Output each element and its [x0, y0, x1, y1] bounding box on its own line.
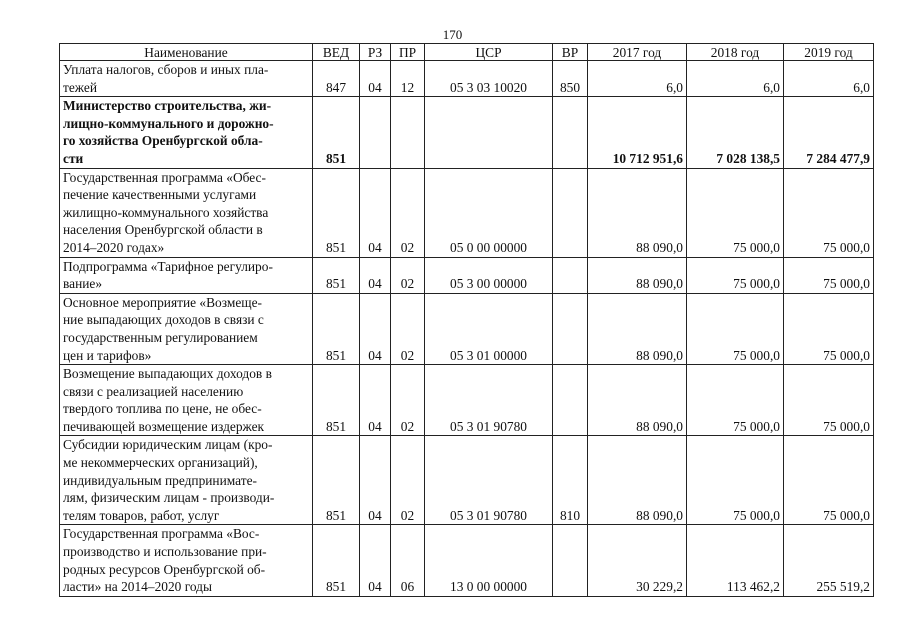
row-csr-cell: 13 0 00 00000 [425, 525, 553, 596]
row-csr-cell: 05 3 01 90780 [425, 365, 553, 436]
row-2017-cell: 88 090,0 [588, 365, 687, 436]
row-csr-cell: 05 3 00 00000 [425, 257, 553, 293]
table-header-row [60, 44, 874, 61]
table-row [60, 168, 874, 257]
table-body [60, 61, 874, 597]
table-row [60, 257, 874, 293]
row-pr-cell: 02 [391, 436, 425, 525]
row-pr-cell: 02 [391, 257, 425, 293]
row-pr-cell: 02 [391, 293, 425, 364]
row-vr-cell: 850 [553, 61, 588, 97]
row-vr-cell: 810 [553, 436, 588, 525]
row-pr-cell [391, 97, 425, 168]
header-2017: 2017 год [588, 44, 687, 61]
header-csr: ЦСР [425, 44, 553, 61]
row-csr-cell: 05 0 00 00000 [425, 168, 553, 257]
row-pr-cell: 02 [391, 365, 425, 436]
row-csr-cell [425, 97, 553, 168]
row-2019-cell: 75 000,0 [784, 293, 874, 364]
table-row [60, 293, 874, 364]
row-vr-cell [553, 168, 588, 257]
row-pr-cell: 12 [391, 61, 425, 97]
row-2017-cell: 88 090,0 [588, 436, 687, 525]
row-name-cell: Государственная программа «Обес- печение качественными услугами жилищно-коммунального хозяйства населения Оренбургской области в 2014–2020 годах» [60, 168, 313, 257]
row-ved-cell: 851 [313, 436, 360, 525]
row-2017-cell: 6,0 [588, 61, 687, 97]
row-rz-cell: 04 [360, 61, 391, 97]
row-name-cell: Уплата налогов, сборов и иных пла- тежей [60, 61, 313, 97]
row-ved-cell: 851 [313, 97, 360, 168]
budget-table [59, 43, 874, 597]
row-name-cell: Возмещение выпадающих доходов в связи с реализацией населению твердого топлива по цене, не обес- печивающей возмещение издержек [60, 365, 313, 436]
row-vr-cell [553, 97, 588, 168]
row-2019-cell: 255 519,2 [784, 525, 874, 596]
header-rz: РЗ [360, 44, 391, 61]
row-2019-cell: 75 000,0 [784, 436, 874, 525]
row-2017-cell: 88 090,0 [588, 168, 687, 257]
row-vr-cell [553, 293, 588, 364]
table-row [60, 365, 874, 436]
row-2019-cell: 75 000,0 [784, 168, 874, 257]
row-ved-cell: 851 [313, 293, 360, 364]
header-2019: 2019 год [784, 44, 874, 61]
row-vr-cell [553, 257, 588, 293]
header-ved: ВЕД [313, 44, 360, 61]
row-rz-cell: 04 [360, 168, 391, 257]
row-csr-cell: 05 3 01 90780 [425, 436, 553, 525]
row-2018-cell: 75 000,0 [687, 365, 784, 436]
row-vr-cell [553, 525, 588, 596]
row-rz-cell: 04 [360, 293, 391, 364]
table-row [60, 436, 874, 525]
row-2019-cell: 75 000,0 [784, 365, 874, 436]
row-pr-cell: 02 [391, 168, 425, 257]
row-name-cell: Субсидии юридическим лицам (кро- ме некоммерческих организаций), индивидуальным предпринимате- лям, физическим лицам - производи- телям товаров, работ, услуг [60, 436, 313, 525]
table-row [60, 97, 874, 168]
row-csr-cell: 05 3 03 10020 [425, 61, 553, 97]
row-2017-cell: 88 090,0 [588, 293, 687, 364]
row-vr-cell [553, 365, 588, 436]
row-2017-cell: 88 090,0 [588, 257, 687, 293]
row-rz-cell: 04 [360, 365, 391, 436]
header-pr: ПР [391, 44, 425, 61]
row-rz-cell: 04 [360, 525, 391, 596]
row-2018-cell: 6,0 [687, 61, 784, 97]
row-csr-cell: 05 3 01 00000 [425, 293, 553, 364]
row-pr-cell: 06 [391, 525, 425, 596]
row-ved-cell: 851 [313, 365, 360, 436]
row-name-cell: Основное мероприятие «Возмеще- ние выпадающих доходов в связи с государственным регулированием цен и тарифов» [60, 293, 313, 364]
row-name-cell: Государственная программа «Вос- производство и использование при- родных ресурсов Оренбургской об- ласти» на 2014–2020 годы [60, 525, 313, 596]
header-2018: 2018 год [687, 44, 784, 61]
table-row [60, 525, 874, 596]
row-2017-cell: 30 229,2 [588, 525, 687, 596]
row-2018-cell: 113 462,2 [687, 525, 784, 596]
row-rz-cell: 04 [360, 257, 391, 293]
row-rz-cell [360, 97, 391, 168]
page-number: 170 [442, 27, 463, 42]
row-2017-cell: 10 712 951,6 [588, 97, 687, 168]
row-ved-cell: 847 [313, 61, 360, 97]
row-2018-cell: 75 000,0 [687, 436, 784, 525]
row-2018-cell: 75 000,0 [687, 168, 784, 257]
row-2019-cell: 75 000,0 [784, 257, 874, 293]
row-2019-cell: 6,0 [784, 61, 874, 97]
row-ved-cell: 851 [313, 525, 360, 596]
row-name-cell: Министерство строительства, жи- лищно-коммунального и дорожно- го хозяйства Оренбургской обла- сти [60, 97, 313, 168]
row-rz-cell: 04 [360, 436, 391, 525]
row-2019-cell: 7 284 477,9 [784, 97, 874, 168]
header-vr: ВР [553, 44, 588, 61]
row-ved-cell: 851 [313, 168, 360, 257]
table-row [60, 61, 874, 97]
row-2018-cell: 75 000,0 [687, 293, 784, 364]
header-name: Наименование [60, 44, 313, 61]
row-2018-cell: 75 000,0 [687, 257, 784, 293]
row-ved-cell: 851 [313, 257, 360, 293]
row-name-cell: Подпрограмма «Тарифное регулиро- вание» [60, 257, 313, 293]
row-2018-cell: 7 028 138,5 [687, 97, 784, 168]
